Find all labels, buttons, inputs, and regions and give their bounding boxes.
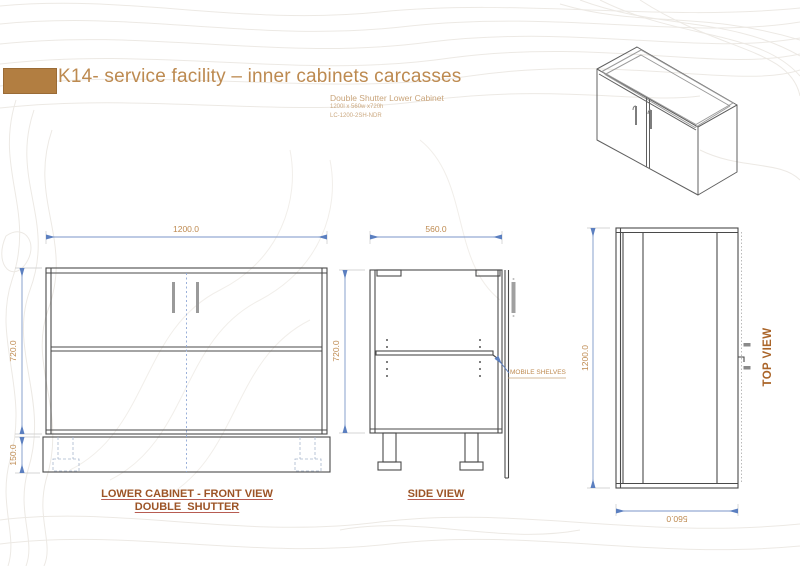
subtitle-part-code: LC-1200-2SH-NDR <box>330 112 382 119</box>
front-view-label-line1: LOWER CABINET - FRONT VIEW <box>101 488 273 500</box>
front-view-label-line2: DOUBLE SHUTTER <box>134 501 240 513</box>
subtitle-cabinet-type: Double Shutter Lower Cabinet <box>330 93 444 103</box>
front-width-dim: 1200.0 <box>173 224 199 234</box>
front-left-door-handle <box>172 282 175 313</box>
top-depth-dim: 560.0 <box>666 514 688 524</box>
top-view-handle-2 <box>744 366 751 370</box>
front-plinth-dim: 150.0 <box>8 444 18 466</box>
top-view-drawing <box>587 228 751 516</box>
side-door-handle <box>512 282 516 313</box>
isometric-cabinet-drawing <box>597 47 737 195</box>
top-view-label: TOP VIEW <box>762 327 774 387</box>
front-height-dim: 720.0 <box>8 340 18 362</box>
subtitle-dimensions: 1200l x 560w x720h <box>330 104 384 110</box>
front-right-door-handle <box>196 282 199 313</box>
shelf-pin-holes <box>386 339 481 377</box>
front-view-drawing <box>15 231 330 473</box>
top-view-handle-1 <box>744 343 751 347</box>
top-length-dim: 1200.0 <box>580 345 590 371</box>
side-depth-dim: 560.0 <box>425 224 447 234</box>
side-view-drawing <box>339 231 566 478</box>
sheet-title: K14- service facility – inner cabinets carcasses <box>58 66 462 87</box>
side-height-dim: 720.0 <box>331 340 341 362</box>
mobile-shelves-callout: MOBILE SHELVES <box>510 369 566 376</box>
side-view-label: SIDE VIEW <box>407 488 465 500</box>
